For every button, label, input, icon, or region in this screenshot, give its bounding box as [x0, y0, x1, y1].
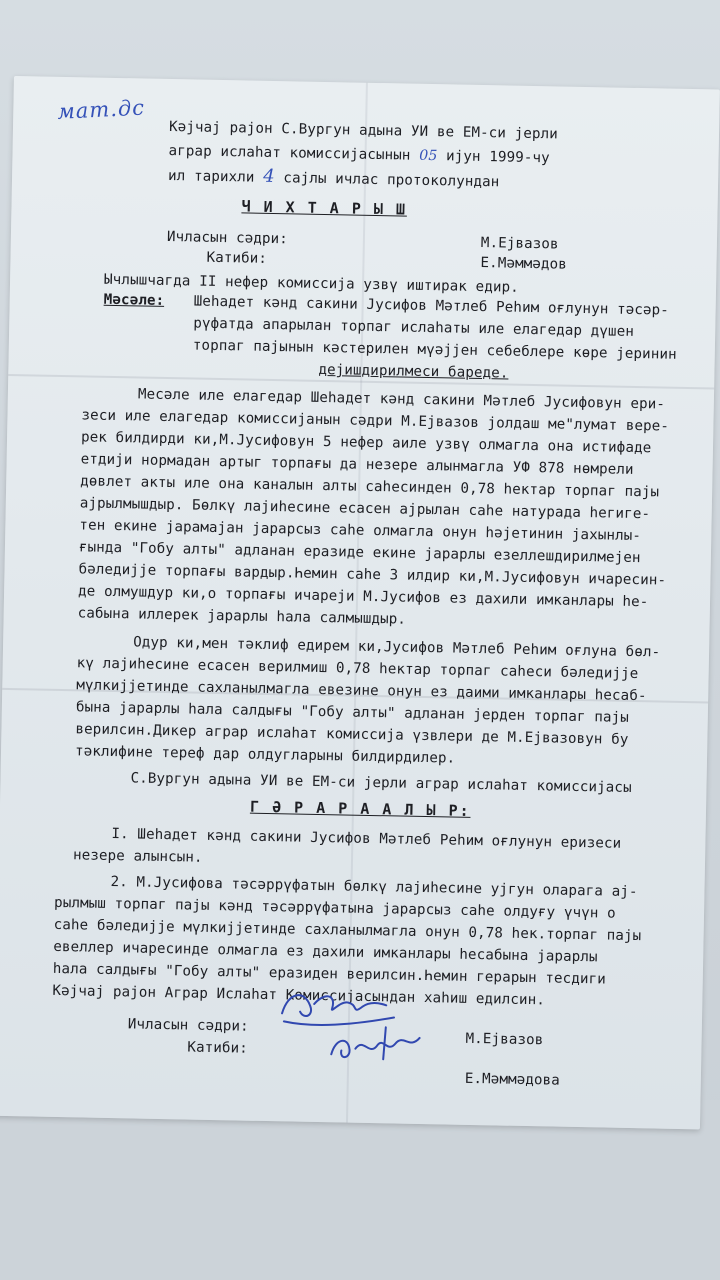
- paragraph-1-line: ајрылмышдыр. Бөлкү лајиһесине есасен ајрылан саһе натурада һегиге-: [79, 495, 651, 523]
- paragraph-1-line: зеси иле елагедар комиссијанын сәдри М.Еjвазов јолдаш ме"лумат вере-: [81, 407, 670, 435]
- document-sheet: [0, 76, 720, 1129]
- handwritten-number: 4: [262, 165, 275, 188]
- attendance-line: Ычлышчагда II нефер комиссија узвү иштирак едир.: [103, 271, 519, 296]
- paragraph-1-line: рек билдирди ки,М.Јусифовун 5 нефер аиле узвү олмагла она истифаде: [80, 429, 652, 457]
- chair-role: Ичласын сәдри:: [166, 228, 289, 248]
- paragraph-1-line: сабына иллерек јарарлы һала салмышдыр.: [77, 605, 407, 628]
- signature-secretary-icon: [325, 1018, 436, 1070]
- paragraph-1-line: де олмушдур ки,о торпағы ичареjи М.Јусифов ез дахили имканлары һе-: [77, 583, 649, 611]
- handwritten-date: 05: [419, 147, 438, 165]
- decision-1-line: незере алынсын.: [72, 847, 203, 866]
- header-line-3: [168, 167, 500, 190]
- paragraph-1-line: дөвлет акты иле она каналын алты саһесинден 0,78 һектар торпаг пајы: [80, 473, 660, 501]
- paragraph-1-line: ғында "Гобу алты" адланан еразиде екине јарарлы езеллешдирилмејен: [78, 539, 641, 567]
- header-line-1: Кәјчај рајон С.Вургун адына УИ ве ЕМ-си јерли: [168, 118, 559, 143]
- decision-2-line: 2. М.Јусифова тәсәррүфатын бөлкү лајиһесине уjгун оларага ај-: [110, 874, 638, 901]
- paragraph-1-line: бәледијје торпағы вардыр.Һемин саһе 3 илдир ки,М.Јусифовун ичаресин-: [78, 561, 667, 589]
- handwritten-note: мат.дс: [56, 95, 146, 124]
- subject-line: торпаг пајынын кәстерилен мүәјјен себеблере көре јеринин: [192, 337, 677, 363]
- paragraph-2-line: бына јарарлы һала салдығы "Гобу алты" адланан јерден торпаг пајы: [75, 699, 630, 726]
- subject-line: рүфатда апарылан торпаг ислаһаты иле елагедар дүшен: [193, 315, 635, 340]
- paragraph-2-line: Одур ки,мен тәклиф едирем ки,Јусифов Мәтлеб Реһим оғлуна бөл-: [132, 634, 661, 661]
- header-line-2a: аграр ислаһат комиссијасынын: [168, 142, 411, 164]
- paragraph-2-line: кү лајиһесине есасен верилмиш 0,78 һектар торпаг саһеси бәледијје: [76, 655, 639, 683]
- secretary-name: Е.Мәммәдов: [480, 254, 568, 273]
- decision-2-line: Кәјчај рајон Аграр Ислаһат Комиссијасындан хаһиш едилсин.: [52, 982, 546, 1009]
- header-line-3b: саjлы ичлас протоколундан: [283, 170, 500, 191]
- decision-2-line: һала салдығы "Гобу алты" еразиден верилсин.Һемин герарын тесдиги: [52, 960, 606, 988]
- header-line-3a: ил тарихли: [167, 167, 255, 186]
- decision-2-line: евеллер ичаресинде олмагла ез дахили имканлары һесабына јарарлы: [53, 938, 598, 966]
- subject-line: Шеһадет кәнд сакини Јусифов Мәтлеб Реһим оғлунун тәсәр-: [193, 293, 670, 319]
- paragraph-2-line: верилсин.Дикер аграр ислаһат комиссија үзвлери де М.Еjвазовун бу: [75, 721, 629, 748]
- subject-line: дејишдирилмеси бареде.: [318, 361, 509, 382]
- decision-title: Г Ә Р А Р А А Л Ы Р:: [249, 797, 471, 820]
- paragraph-2-line: тәклифине тереф дар олдугларыны билдирдилер.: [74, 743, 456, 767]
- chair-name-bottom: М.Еjвазов: [465, 1030, 544, 1049]
- paragraph-2-line: мүлкијјетинде сахланылмагла евезине онун ез даими имканлары һесаб-: [76, 677, 647, 705]
- chair-role-bottom: Ичласын сәдри:: [127, 1016, 249, 1035]
- header-line-2b: ијун 1999-чу: [445, 148, 550, 167]
- decision-1-line: I. Шеһадет кәнд сакини Јусифов Мәтлеб Реһим оғлунун еризеси: [111, 826, 622, 852]
- paragraph-1-line: етдији нормадан артыг торпағы да незере алынмагла УФ 878 нөмрели: [80, 451, 634, 478]
- header-line-2: [168, 143, 549, 166]
- document-title: Ч И Х Т А Р Ы Ш: [241, 197, 408, 219]
- paragraph-1-line: тен екине јарамаjан јарарсыз саһе олмагла онун һәјетинин јахынлы-: [79, 517, 642, 545]
- decision-2-line: саһе бәледијје мүлкијјетинде сахланылмагла онун 0,78 һек.торпаг пајы: [53, 916, 642, 945]
- secretary-role-bottom: Катиби:: [187, 1039, 249, 1057]
- secretary-role: Катиби:: [206, 249, 268, 267]
- chair-name: М.Еjвазов: [480, 234, 559, 253]
- commission-line: С.Вургун адына УИ ве ЕМ-си јерли аграр ислаһат комиссијасы: [130, 770, 632, 796]
- secretary-name-bottom: Е.Мәммәдова: [464, 1070, 561, 1089]
- paragraph-1-line: Месәле иле елагедар Шеһадет кәнд сакини Мәтлеб Јусифовун ери-: [137, 386, 666, 413]
- subject-label: Мәсәле:: [103, 291, 165, 309]
- decision-2-line: рылмыш торпаг пајы кәнд тәсәррүфатына јарарсыз саһе олдуғу үчүн о: [53, 894, 616, 922]
